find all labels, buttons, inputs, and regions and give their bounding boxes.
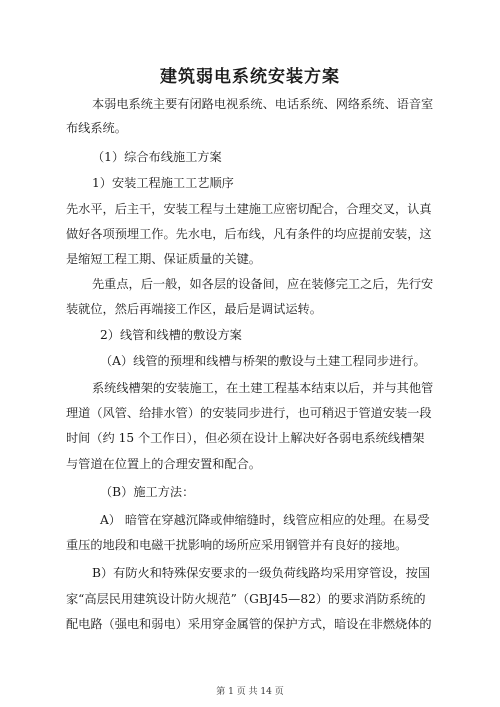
paragraph-line: 是缩短工程工期、保证质量的关键。 [66,252,261,266]
paragraph-line: 布线系统。 [66,121,127,135]
paragraph-line: 系统线槽架的安装施工，在土建工程基本结束以后，并与其他管 [92,381,434,395]
paragraph-line: 重压的地段和电磁干扰影响的场所应采用钢管并有良好的接地。 [66,538,408,552]
page-footer: 第 1 页 共 14 页 [216,687,284,697]
paragraph-line: 做好各项预埋工作。先水电，后布线，凡有条件的均应提前安装，这 [66,227,432,241]
section-heading: （1）综合布线施工方案 [92,150,222,164]
paragraph-line: 家“高层民用建筑设计防火规范”（GBJ45—82）的要求消防系统的 [66,592,426,606]
paragraph-line: 配电路（强电和弱电）采用穿金属管的保护方式，暗设在非燃烧体的 [66,617,432,631]
paragraph-line: 时间（约 15 个工作日），但必须在设计上解决好各弱电系统线槽架 [66,431,425,445]
paragraph-line: （A）线管的预埋和线槽与桥架的敷设与土建工程同步进行。 [100,354,426,368]
paragraph-line: 先重点，后一般，如各层的设备间，应在装修完工之后，先行安 [92,277,434,291]
paragraph-line: 与管道在位置上的合理安置和配合。 [66,457,261,471]
paragraph-line: 理道（风管、给排水管）的安装同步进行，也可稍迟于管道安装一段 [66,406,432,420]
paragraph-line: 先水平，后主干，安装工程与土建施工应密切配合，合理交叉，认真 [66,202,432,216]
paragraph-line: 装就位，然后再端接工作区，最后是调试运转。 [66,302,322,316]
paragraph-line: 本弱电系统主要有闭路电视系统、电话系统、网络系统、语音室 [92,97,434,111]
paragraph-line: A） 暗管在穿越沉降或伸缩缝时，线管应相应的处理。在易受 [100,513,430,527]
subsection-heading: （B）施工方法： [100,485,195,499]
subsection-heading: 2）线管和线槽的敷设方案 [100,328,242,342]
paragraph-line: B）有防火和特殊保安要求的一级负荷线路均采用穿管设，按国 [92,566,431,580]
document-title: 建筑弱电系统安装方案 [160,67,340,87]
subsection-heading: 1）安装工程施工工艺顺序 [92,176,234,190]
